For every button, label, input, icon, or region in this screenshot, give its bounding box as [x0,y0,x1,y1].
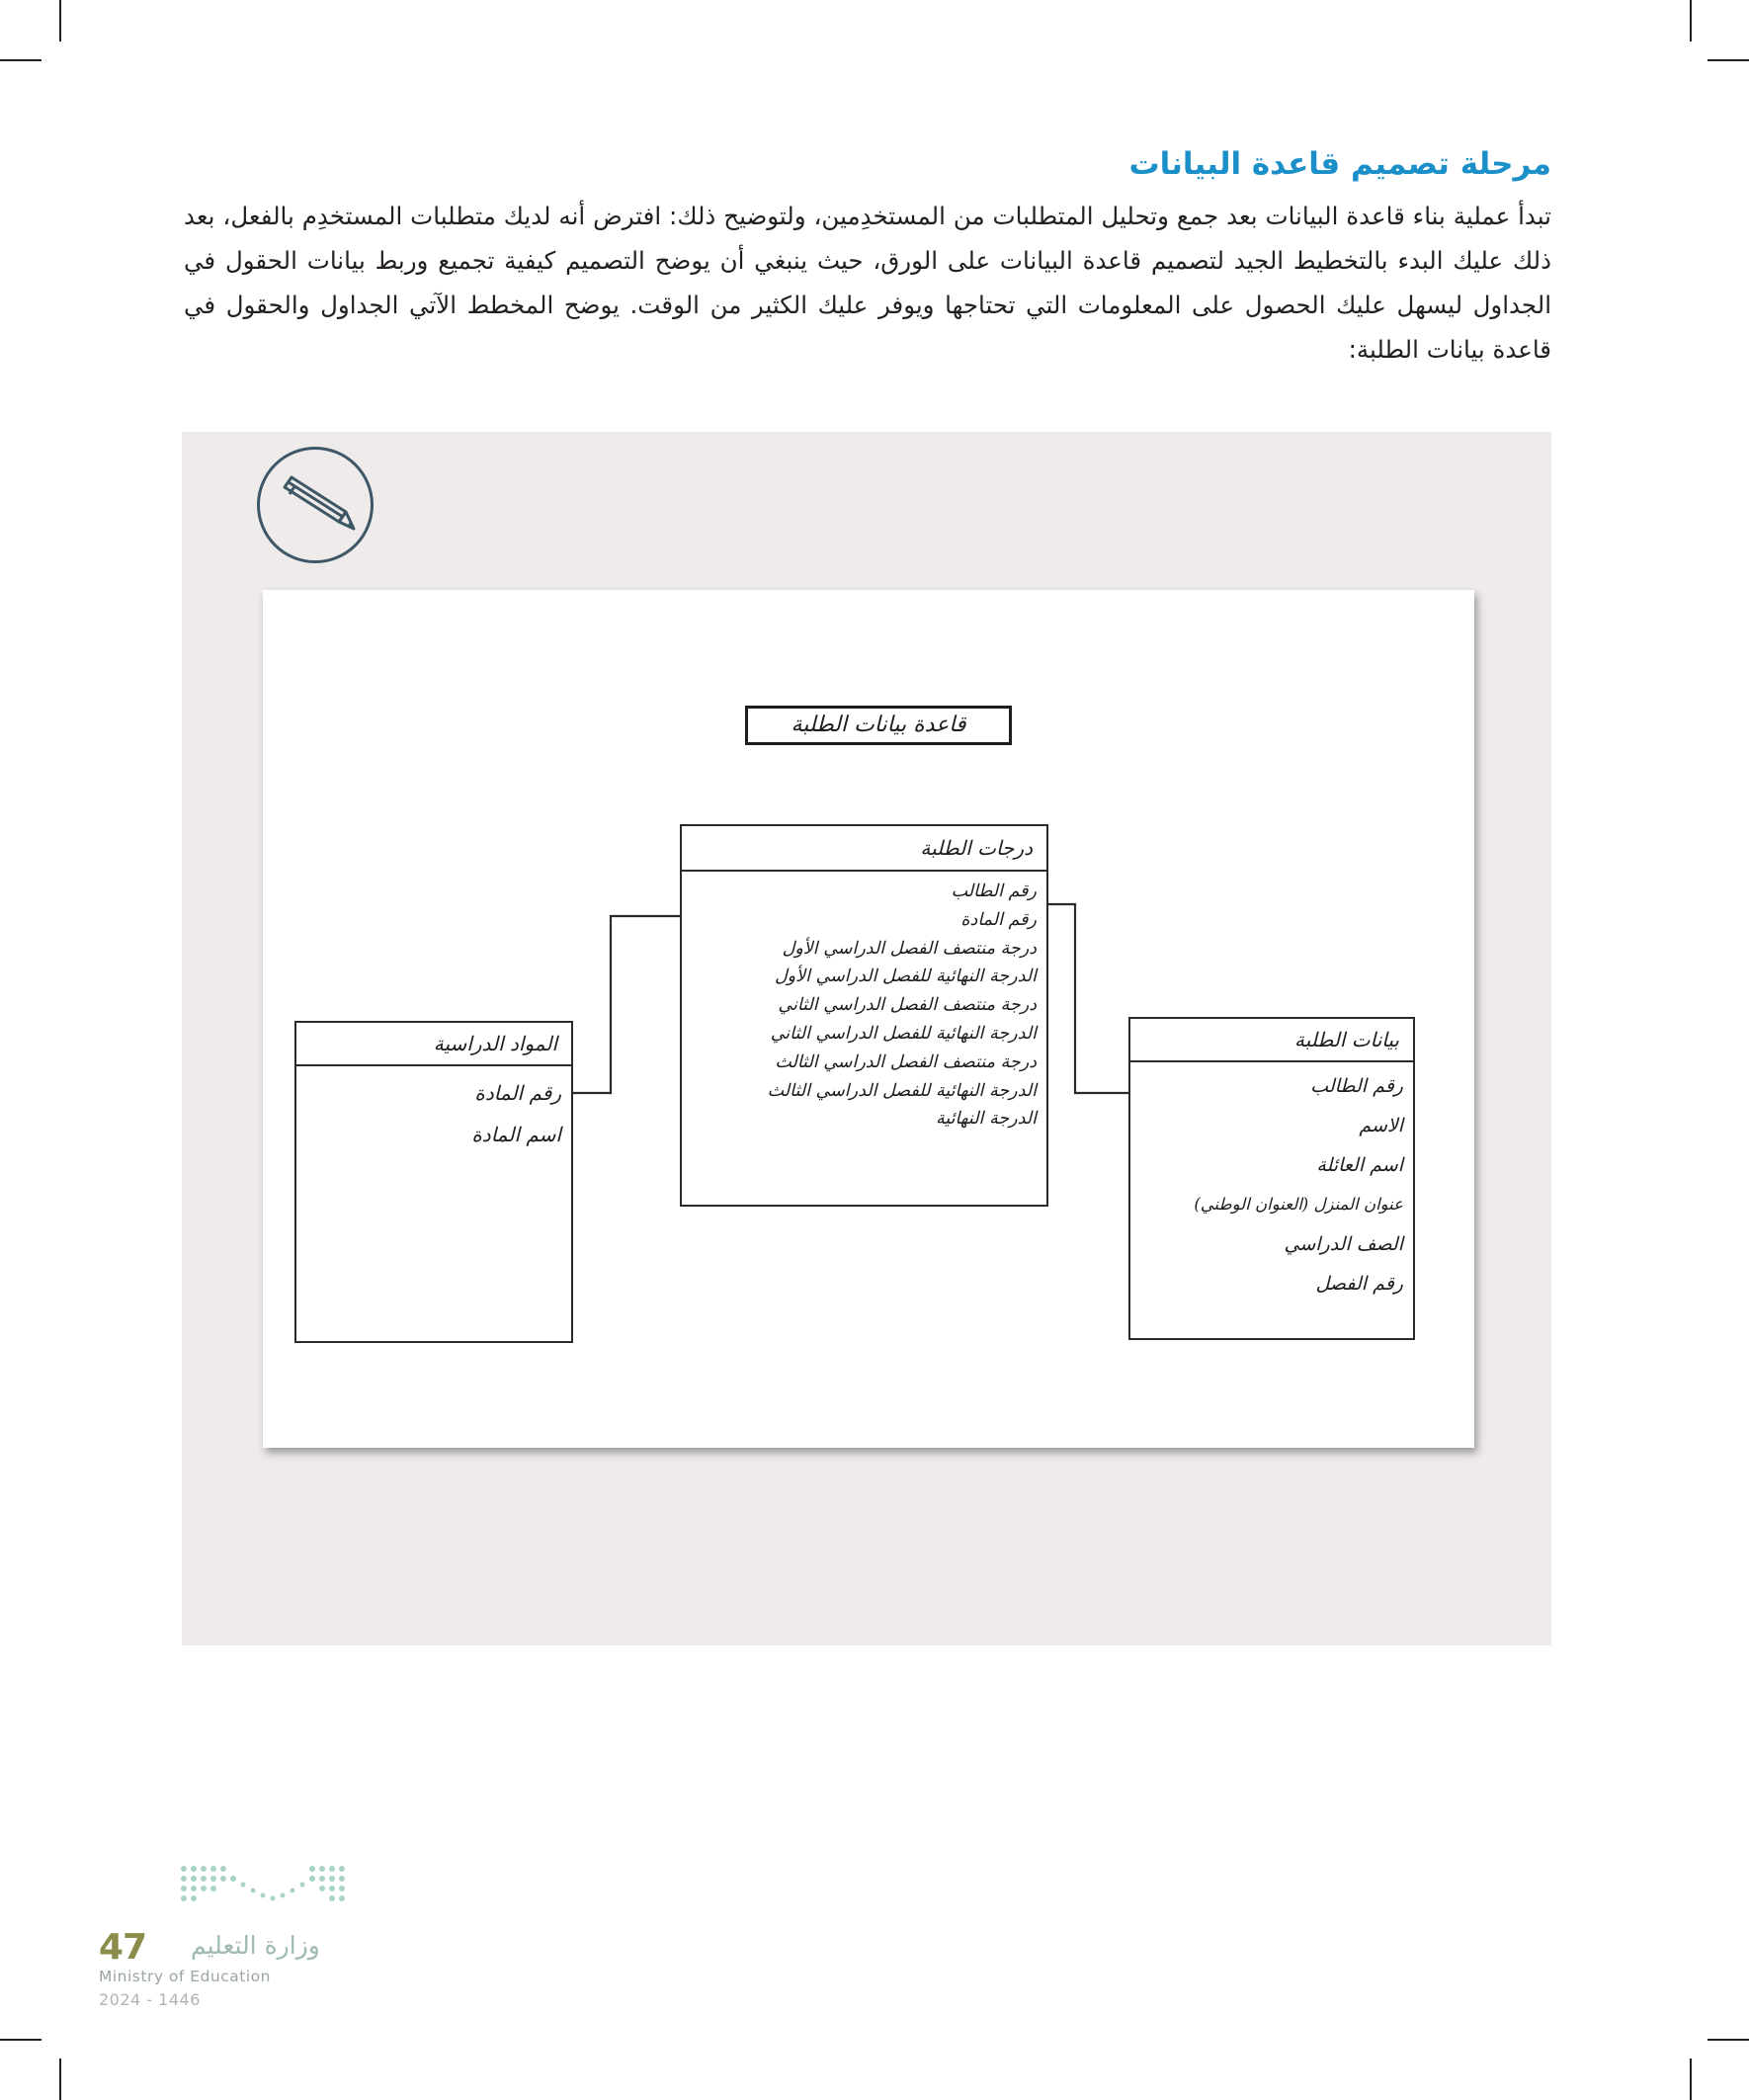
table-field: الدرجة النهائية للفصل الدراسي الثالث [767,1080,1037,1101]
section-title: مرحلة تصميم قاعدة البيانات [1128,146,1551,182]
students-table [1128,1017,1415,1340]
crop-mark [59,0,61,42]
table-field: درجة منتصف الفصل الدراسي الأول [782,938,1037,959]
pencil-icon [257,447,374,563]
crop-mark [1690,2058,1692,2100]
table-field: رقم الطالب [1310,1075,1403,1097]
crop-mark [1707,2039,1749,2041]
ministry-name-arabic: وزارة التعليم [191,1931,320,1960]
crop-mark [59,2058,61,2100]
ministry-logo-icon [178,1863,352,1910]
crop-mark [0,59,42,61]
students-table-name: بيانات الطلبة [1130,1019,1413,1062]
table-field: الاسم [1359,1115,1403,1136]
crop-mark [0,2039,42,2041]
table-field: الدرجة النهائية للفصل الدراسي الأول [774,966,1037,987]
page-number: 47 [99,1927,147,1968]
table-field: درجة منتصف الفصل الدراسي الثالث [775,1051,1037,1072]
table-field: الصف الدراسي [1284,1233,1403,1255]
table-field: اسم العائلة [1316,1154,1403,1176]
table-field: رقم المادة [474,1081,561,1105]
table-field: اسم المادة [471,1123,561,1146]
table-field: درجة منتصف الفصل الدراسي الثاني [778,995,1037,1016]
crop-mark [1690,0,1692,42]
diagram-panel [182,432,1551,1645]
table-field: رقم الفصل [1315,1273,1403,1295]
students-field-list [1130,1062,1413,1303]
edition-year: 2024 - 1446 [99,1990,201,2009]
table-field: الدرجة النهائية للفصل الدراسي الثاني [770,1023,1037,1044]
table-field: الدرجة النهائية [935,1109,1037,1130]
subjects-table [294,1021,573,1343]
intro-paragraph: تبدأ عملية بناء قاعدة البيانات بعد جمع وتحليل المتطلبات من المستخدِمين، ولتوضيح ذلك: افترض أنه لديك متطلبات المستخدِم بالفعل، بعد ذلك عليك البدء بالتخطيط الجيد لتصميم قاعدة البيانات على الورق، حيث ينبغي أن يوضح التصميم كيفية تجميع وربط بيانات الحقول في الجداول ليسهل عليك الحصول على المعلومات التي تحتاجها ويوفر عليك الكثير من الوقت. يوضح المخطط الآتي الجداول والحقول في قاعدة بيانات الطلبة: [184,202,1551,364]
ministry-name-english: Ministry of Education [99,1968,271,1985]
grades-field-list [682,872,1046,1134]
handwritten-sheet [263,590,1474,1448]
table-field: رقم المادة [960,909,1037,930]
table-field: عنوان المنزل (العنوان الوطني) [1194,1195,1403,1214]
table-field: رقم الطالب [951,882,1037,901]
subjects-table-name: المواد الدراسية [296,1023,571,1066]
grades-table-name: درجات الطلبة [682,826,1046,872]
subjects-field-list [296,1066,571,1155]
grades-table [680,824,1048,1207]
crop-mark [1707,59,1749,61]
database-title: قاعدة بيانات الطلبة [745,706,1012,745]
